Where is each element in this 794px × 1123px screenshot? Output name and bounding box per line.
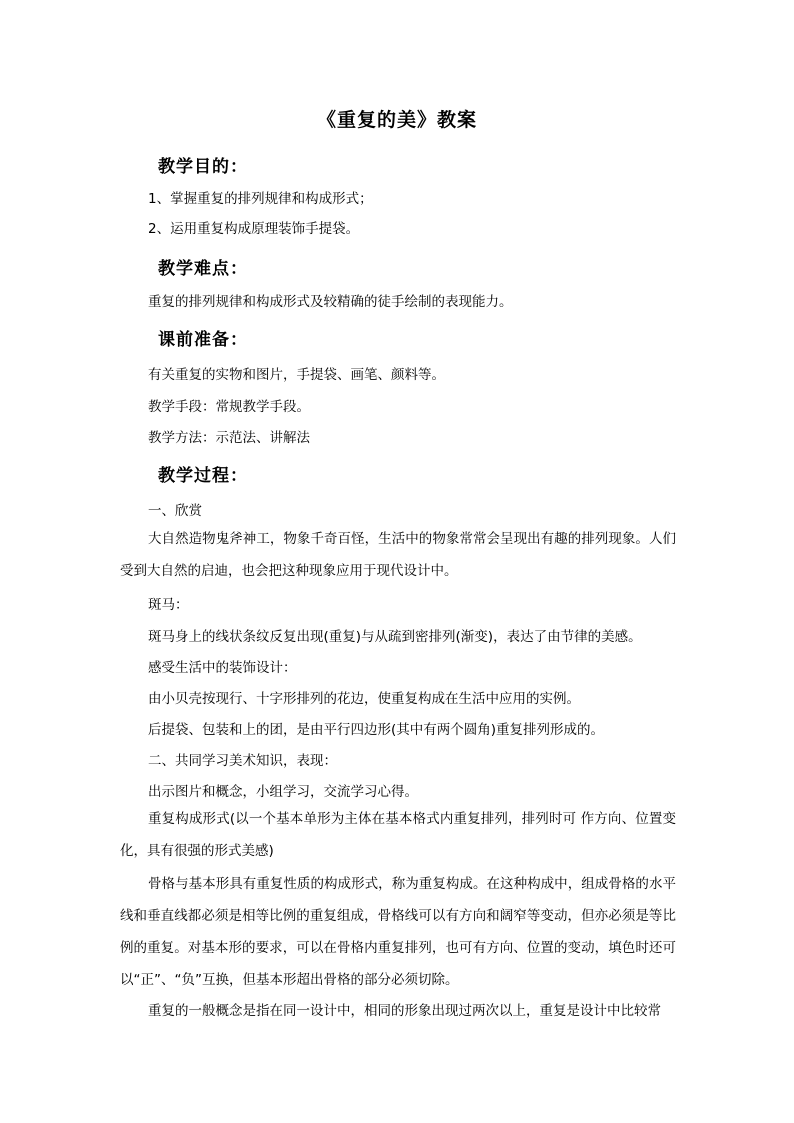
process-heading: 教学过程： (158, 466, 248, 486)
objective-item-2: 2、运用重复构成原理装饰手提袋。 (148, 221, 360, 237)
zebra-label: 斑马： (148, 597, 189, 613)
paragraph-nature: 大自然造物鬼斧神工，物象千奇百怪，生活中的物象常常会呈现出有趣的排列现象。人们受到大自然的启迪，也会把这种现象应用于现代设计中。 (120, 531, 676, 579)
show-text: 出示图片和概念，小组学习，交流学习心得。 (148, 784, 418, 800)
difficulties-text: 重复的排列规律和构成形式及较精确的徒手绘制的表现能力。 (148, 294, 513, 310)
document-title: 《重复的美》教案 (316, 109, 477, 131)
paragraph-form: 重复构成形式(以一个基本单形为主体在基本格式内重复排列，排列时可 作方向、位置变化，具有很强的形式美感) (120, 811, 676, 859)
preparation-line-materials: 有关重复的实物和图片，手提袋、画笔、颜料等。 (148, 367, 445, 383)
preparation-line-means: 教学手段：常规教学手段。 (148, 399, 310, 415)
process-step-2: 二、共同学习美术知识，表现： (148, 753, 337, 769)
life-design-label: 感受生活中的装饰设计： (148, 660, 297, 676)
objective-item-1: 1、掌握重复的排列规律和构成形式； (148, 191, 373, 207)
difficulties-heading: 教学难点： (158, 259, 248, 279)
shell-text: 由小贝壳按现行、十字形排列的花边，使重复构成在生活中应用的实例。 (148, 691, 580, 707)
zebra-text: 斑马身上的线状条纹反复出现(重复)与从疏到密排列(渐变)，表达了由节律的美感。 (148, 629, 642, 645)
paragraph-grid: 骨格与基本形具有重复性质的构成形式，称为重复构成。在这种构成中，组成骨格的水平线和垂直线都必须是相等比例的重复组成，骨格线可以有方向和阔窄等变动，但亦必须是等比例的重复。对基本形的要求，可以在骨格内重复排列，也可有方向、位置的变动，填色时还可以“正”、“负”互换，但基本形超出骨格的部分必须切除。 (120, 876, 676, 988)
process-step-1: 一、欣赏 (148, 503, 202, 519)
objectives-heading: 教学目的： (158, 157, 248, 177)
paragraph-concept: 重复的一般概念是指在同一设计中，相同的形象出现过两次以上，重复是设计中比较常 (148, 1003, 661, 1019)
preparation-heading: 课前准备： (158, 330, 248, 350)
preparation-line-methods: 教学方法：示范法、讲解法 (148, 430, 310, 446)
bag-text: 后提袋、包装和上的团，是由平行四边形(其中有两个圆角)重复排列形成的。 (148, 722, 605, 738)
